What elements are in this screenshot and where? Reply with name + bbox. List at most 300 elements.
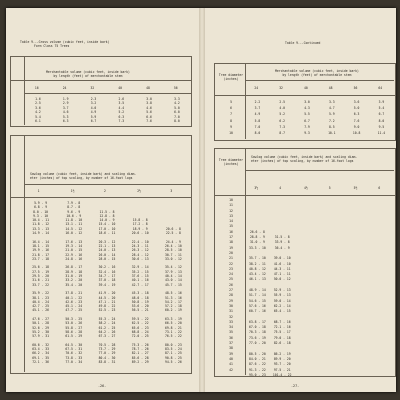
row-label: 6 bbox=[230, 106, 232, 111]
right-top-col-header: 40 bbox=[304, 86, 308, 90]
table-cell: 2.9 bbox=[62, 101, 69, 106]
table-cell: 3.0 bbox=[304, 100, 310, 104]
right-bottom-row-labels-col bbox=[221, 198, 241, 373]
table-cell: 57.9 - 31 bbox=[32, 334, 49, 339]
right-bottom-header: Sawlog volume (cubic feet, inside bark) and scaling diam- eter (inches) of top scaling, by number of 16-foot logs bbox=[251, 155, 358, 163]
table-cell: 28.9 - 18 bbox=[65, 269, 83, 274]
row-label: 27 bbox=[229, 288, 233, 293]
table-cell: 87.6 - 22 bbox=[249, 362, 266, 367]
table-cell: 49.8 - 22 bbox=[98, 304, 116, 309]
table-cell: 82.1 - 27 bbox=[131, 351, 149, 356]
right-page-number: -27- bbox=[291, 384, 300, 388]
table-cell: 7.3 bbox=[118, 119, 125, 124]
table-cell: 4.2 bbox=[174, 101, 180, 106]
table-cell: 59.5 - 22 bbox=[131, 317, 149, 322]
table-cell: 26.4 - 10 bbox=[165, 243, 182, 248]
table-cell: 47.7 - 25 bbox=[65, 308, 83, 313]
table-cell: 6.3 bbox=[353, 112, 360, 117]
table-cell: 2.5 bbox=[35, 101, 41, 106]
table-cell: 11.5 - 8 bbox=[99, 209, 115, 214]
table-cell: 17.6 - 13 bbox=[65, 239, 83, 244]
table-cell: 31.5 - 8 bbox=[274, 235, 290, 240]
table-cell: 58.6 - 28 bbox=[65, 329, 83, 334]
table-cell: 45.7 - 15 bbox=[165, 282, 182, 287]
table-cell: 32.9 - 14 bbox=[131, 265, 149, 270]
table-cell: 5.8 bbox=[254, 118, 261, 123]
table-cell: 50.1 - 28 bbox=[32, 321, 49, 326]
table-cell: 60.6 - 32 bbox=[32, 342, 49, 347]
table-cell: 45.1 - 26 bbox=[32, 308, 49, 313]
table-cell: 60.2 - 19 bbox=[165, 308, 182, 313]
row-label: 29 bbox=[229, 298, 233, 303]
table-cell: 67.0 - 18 bbox=[249, 325, 266, 330]
right-bottom-col-header: 4 bbox=[279, 186, 282, 190]
row-label: 21 bbox=[229, 256, 233, 261]
table-cell: 10.8 bbox=[352, 131, 361, 136]
table-cell: 5.9 bbox=[328, 112, 335, 117]
table-cell: 48.9 - 14 bbox=[249, 288, 266, 293]
table-cell: 64.2 - 26 bbox=[98, 329, 116, 334]
table-cell: 46.1 - 13 bbox=[249, 277, 266, 282]
row-label: 8 bbox=[230, 118, 232, 123]
row-label: 31 bbox=[229, 309, 233, 314]
table-cell: 8.7 - 8 bbox=[67, 205, 81, 210]
row-label: 33 bbox=[229, 319, 233, 324]
right-top-col-values bbox=[369, 99, 394, 136]
table-cell: 39.0 - 10 bbox=[273, 256, 291, 261]
table-cell: 66.2 - 34 bbox=[32, 351, 49, 356]
left-table-title bbox=[20, 41, 109, 49]
table-cell: 27.5 - 19 bbox=[32, 269, 49, 274]
table-cell: 42.7 - 25 bbox=[32, 304, 49, 309]
table-cell: 47.1 - 11 bbox=[273, 272, 291, 277]
table-cell: 11.4 bbox=[377, 131, 386, 136]
table-cell: 31.6 - 21 bbox=[32, 278, 49, 283]
table-cell: 22.9 - 16 bbox=[65, 252, 83, 257]
right-top-row-labels-col bbox=[221, 99, 241, 136]
row-label: 10 bbox=[229, 131, 233, 136]
table-cell: 73.8 - 33 bbox=[65, 355, 83, 360]
table-cell: 48.5 - 16 bbox=[165, 291, 182, 296]
table-cell: 77.0 - 34 bbox=[65, 359, 83, 364]
table-cell: 4.0 bbox=[279, 106, 285, 111]
row-label: 14 bbox=[229, 219, 233, 224]
table-cell: 18.9 - 9 bbox=[132, 226, 148, 231]
table-cell: 42.6 - 23 bbox=[65, 299, 83, 304]
table-cell: 52.6 - 29 bbox=[32, 325, 49, 330]
table-cell: 78.7 - 26 bbox=[131, 347, 149, 352]
table-cell: 30.7 - 11 bbox=[165, 252, 182, 257]
table-cell: 2.6 bbox=[118, 97, 125, 101]
table-cell: 33.3 - 10 bbox=[249, 245, 266, 250]
table-cell: 40.8 - 12 bbox=[249, 266, 266, 271]
table-cell: 65.6 - 23 bbox=[131, 325, 149, 330]
table-cell: 3.7 bbox=[254, 106, 261, 111]
table-cell: 7.6 bbox=[146, 119, 152, 124]
table-cell: 7.2 bbox=[328, 118, 335, 123]
table-cell: 77.0 - 20 bbox=[249, 341, 266, 346]
table-cell: 2.2 bbox=[254, 100, 261, 104]
table-cell: 40.1 - 16 bbox=[131, 278, 149, 283]
table-cell: 72.0 - 25 bbox=[131, 334, 149, 339]
left-top-col-values bbox=[107, 97, 135, 123]
left-top-col-values bbox=[135, 97, 163, 123]
left-bottom-col-values bbox=[90, 201, 123, 364]
table-cell: 101.4 - 22 bbox=[272, 372, 292, 377]
table-cell: 48.0 - 18 bbox=[131, 295, 149, 300]
table-cell: 6.1 bbox=[35, 119, 41, 124]
table-cell: 69.1 - 35 bbox=[32, 355, 49, 360]
table-cell: 6.3 bbox=[118, 114, 125, 119]
table-cell: 4.3 bbox=[304, 106, 310, 111]
row-label: 11 bbox=[229, 203, 233, 208]
table-cell: 5.4 bbox=[378, 106, 385, 111]
table-cell: 83.5 - 24 bbox=[165, 347, 182, 352]
right-top-col-values bbox=[270, 99, 295, 136]
row-label: 10 bbox=[229, 198, 233, 202]
row-label: 22 bbox=[229, 261, 233, 266]
table-cell: 50.0 - 12 bbox=[273, 277, 291, 282]
table-cell: 95.0 - 23 bbox=[249, 372, 266, 377]
table-cell: 26.6 - 8 bbox=[249, 229, 265, 234]
table-cell: 62.2 - 14 bbox=[273, 303, 291, 308]
table-cell: 3.7 bbox=[62, 105, 69, 110]
table-cell: 24.3 - 11 bbox=[131, 243, 149, 248]
table-cell: 9.3 - 10 bbox=[33, 213, 49, 218]
table-cell: 43.0 - 14 bbox=[165, 278, 182, 283]
table-cell: 37.0 - 18 bbox=[98, 278, 116, 283]
table-cell: 64.5 - 30 bbox=[65, 342, 83, 347]
right-top-header: Merchantable volume (cubic feet, inside bark) by length (feet) of merchantable stem bbox=[275, 69, 359, 77]
table-cell: 41.6 - 10 bbox=[273, 261, 291, 266]
table-cell: 47.6 - 27 bbox=[32, 317, 49, 322]
table-cell: 14.9 - 14 bbox=[32, 231, 49, 236]
table-cell: 62.5 - 22 bbox=[131, 321, 149, 326]
table-cell: 5.9 bbox=[90, 114, 97, 119]
table-cell: 14.0 - 9 bbox=[99, 218, 115, 223]
table-cell: 35.2 - 15 bbox=[131, 269, 149, 274]
table-cell: 5.0 bbox=[353, 106, 360, 111]
right-top-col-values bbox=[344, 99, 369, 136]
left-bottom-col-header: 1½ bbox=[70, 189, 75, 193]
table-cell: 28.4 - 12 bbox=[131, 252, 149, 257]
table-cell: 6.3 bbox=[62, 119, 69, 124]
table-cell: 7.0 bbox=[254, 124, 261, 129]
table-cell: 52.9 - 13 bbox=[273, 288, 291, 293]
table-cell: 3.2 bbox=[90, 101, 97, 106]
table-cell: 51.3 - 16 bbox=[165, 295, 182, 300]
table-cell: 1.6 bbox=[35, 97, 41, 101]
table-cell: 6.7 bbox=[90, 119, 97, 124]
table-cell: 58.2 - 24 bbox=[98, 321, 116, 326]
table-cell: 89.2 - 29 bbox=[131, 359, 149, 364]
table-cell: 54.2 - 17 bbox=[165, 299, 182, 304]
table-cell: 16.4 - 14 bbox=[32, 239, 49, 244]
right-top-col-header: 24 bbox=[254, 86, 259, 90]
table-cell: 8.7 bbox=[279, 131, 285, 136]
table-cell: 55.8 - 27 bbox=[65, 325, 83, 330]
table-cell: 14.5 - 12 bbox=[65, 226, 83, 231]
table-cell: 5.4 bbox=[35, 114, 41, 119]
table-cell: 33.0 - 12 bbox=[165, 256, 182, 261]
row-label: 24 bbox=[229, 272, 233, 277]
right-bottom-stub-label: Tree diameter (inches) bbox=[218, 158, 244, 166]
row-label: 17 bbox=[229, 235, 233, 240]
table-cell: 45.1 - 24 bbox=[65, 304, 83, 309]
table-cell: 9.5 bbox=[378, 124, 385, 129]
right-bottom-col-header: 4½ bbox=[304, 186, 308, 190]
row-label: 42 bbox=[229, 367, 233, 372]
table-cell: 33.7 - 22 bbox=[32, 282, 49, 287]
table-cell: 37.6 - 15 bbox=[131, 274, 149, 279]
table-cell: 11.8 - 10 bbox=[65, 218, 83, 223]
table-cell: 5.5 bbox=[304, 112, 310, 117]
table-cell: 26.0 - 14 bbox=[98, 252, 116, 257]
left-bottom-col-values bbox=[57, 201, 90, 364]
left-page-number: -26- bbox=[98, 384, 107, 388]
left-top-col-values bbox=[163, 97, 191, 123]
table-cell: 2.5 bbox=[279, 100, 285, 104]
left-bottom-header: Sawlog volume (cubic feet, inside bark) and scaling diam- eter (inches) of top scaling, by number of 16-foot logs bbox=[30, 172, 137, 180]
table-cell: 3.3 bbox=[328, 100, 335, 104]
left-top-col-values bbox=[80, 97, 108, 123]
table-cell: 76.5 - 22 bbox=[165, 334, 182, 339]
table-cell: 63.8 - 17 bbox=[249, 319, 266, 324]
table-cell: 86.2 - 19 bbox=[273, 351, 291, 356]
table-cell: 90.8 - 25 bbox=[165, 355, 182, 360]
table-cell: 7.6 bbox=[353, 118, 360, 123]
table-cell: 8.0 bbox=[378, 118, 385, 123]
table-cell: 18.6 - 11 bbox=[98, 231, 116, 236]
table-cell: 63.4 - 33 bbox=[32, 347, 49, 352]
table-cell: 70.3 - 18 bbox=[249, 330, 266, 335]
right-top-col-values bbox=[319, 99, 344, 136]
left-bottom-col-values bbox=[24, 201, 57, 364]
table-cell: 4.6 bbox=[62, 110, 69, 115]
table-cell: 4.6 bbox=[146, 105, 152, 110]
left-bottom-col-header: 2½ bbox=[137, 189, 141, 193]
left-bottom-col-header: 3 bbox=[170, 189, 173, 193]
right-top-col-values bbox=[295, 99, 320, 136]
table-cell: 31.0 - 19 bbox=[65, 274, 83, 279]
table-cell: 3.0 bbox=[146, 97, 152, 101]
right-bottom-col-values bbox=[319, 198, 344, 373]
table-cell: 79.0 - 18 bbox=[273, 335, 291, 340]
left-title-line-2: Form Class 75 Trees bbox=[34, 43, 70, 48]
table-cell: 33.2 - 20 bbox=[65, 278, 83, 283]
table-cell: 13.3 - 13 bbox=[32, 226, 49, 231]
table-cell: 53.6 - 20 bbox=[131, 304, 149, 309]
right-table-title: Table 9.--Continued bbox=[285, 41, 321, 45]
table-cell: 77.0 - 29 bbox=[98, 351, 116, 356]
table-cell: 11.8 - 12 bbox=[32, 222, 49, 227]
table-cell: 5.6 bbox=[146, 110, 152, 115]
right-page bbox=[205, 8, 396, 392]
table-cell: 57.6 - 16 bbox=[249, 303, 266, 308]
row-label: 20 bbox=[229, 250, 233, 255]
table-cell: 82.6 - 18 bbox=[273, 341, 291, 346]
table-cell: 50.8 - 19 bbox=[131, 299, 149, 304]
table-cell: 24.4 - 9 bbox=[165, 239, 181, 244]
table-cell: 31.0 - 9 bbox=[249, 240, 265, 245]
table-cell: 80.5 - 20 bbox=[249, 351, 266, 356]
table-cell: 28.5 - 10 bbox=[165, 248, 182, 253]
right-top-stub-label: Tree diameter (inches) bbox=[218, 73, 244, 81]
table-cell: 3.5 bbox=[118, 101, 125, 106]
table-cell: 4.7 bbox=[328, 106, 335, 111]
row-label: 40 bbox=[229, 356, 233, 361]
table-cell: 12.8 - 8 bbox=[99, 213, 115, 218]
table-cell: 60.7 - 16 bbox=[249, 309, 266, 314]
table-cell: 15.4 - 10 bbox=[98, 222, 116, 227]
table-cell: 34.7 - 17 bbox=[98, 274, 116, 279]
table-cell: 83.8 - 31 bbox=[98, 359, 116, 364]
table-cell: 15.8 - 8 bbox=[132, 218, 148, 223]
right-bottom-col-header: 3½ bbox=[254, 186, 259, 190]
table-cell: 5.2 bbox=[118, 110, 125, 115]
table-cell: 51.7 - 14 bbox=[249, 293, 266, 298]
table-cell: 6.6 bbox=[146, 114, 152, 119]
left-top-col-header: 56 bbox=[173, 86, 178, 90]
table-cell: 4.9 bbox=[254, 112, 261, 117]
right-bottom-col-values bbox=[245, 198, 270, 378]
table-cell: 73.1 - 22 bbox=[165, 329, 182, 334]
row-label: 26 bbox=[229, 282, 233, 287]
row-label: 13 bbox=[229, 213, 233, 218]
table-cell: 69.8 - 21 bbox=[165, 325, 182, 330]
table-cell: 44.5 - 20 bbox=[98, 295, 116, 300]
table-cell: 75.3 - 26 bbox=[131, 342, 149, 347]
table-cell: 40.4 - 24 bbox=[32, 299, 49, 304]
table-cell: 87.1 - 25 bbox=[165, 351, 182, 356]
table-cell: 6.0 bbox=[174, 110, 180, 115]
table-cell: 44.3 - 11 bbox=[273, 266, 291, 271]
table-cell: 59.0 - 14 bbox=[273, 298, 291, 303]
table-cell: 43.4 - 12 bbox=[249, 272, 266, 277]
table-cell: 67.5 - 31 bbox=[65, 347, 83, 352]
table-cell: 37.9 - 13 bbox=[165, 269, 182, 274]
table-cell: 50.3 - 25 bbox=[65, 317, 83, 322]
row-label: 16 bbox=[229, 229, 233, 234]
table-cell: 7.0 bbox=[174, 114, 180, 119]
table-cell: 21.8 - 17 bbox=[32, 252, 49, 257]
table-cell: 4.9 bbox=[90, 110, 97, 115]
left-bottom-col-values bbox=[124, 201, 157, 364]
table-cell: 70.5 - 28 bbox=[98, 342, 116, 347]
table-cell: 45.3 - 18 bbox=[131, 291, 149, 296]
table-cell: 8.0 bbox=[174, 119, 180, 124]
table-cell: 9.0 bbox=[353, 124, 360, 129]
table-cell: 52.5 - 23 bbox=[98, 308, 116, 313]
row-label: 38 bbox=[229, 346, 233, 351]
right-top-col-values bbox=[245, 99, 270, 136]
left-bottom-col-header: 1 bbox=[37, 189, 40, 193]
table-cell: 33.9 - 8 bbox=[274, 240, 290, 245]
row-label: 41 bbox=[229, 362, 233, 367]
table-cell: 5.3 bbox=[62, 114, 69, 119]
table-cell: 22.5 - 8 bbox=[165, 231, 181, 236]
table-cell: 26.8 - 17 bbox=[65, 265, 83, 270]
table-cell: 91.3 - 22 bbox=[249, 367, 266, 372]
table-cell: 10.4 - 11 bbox=[32, 218, 49, 223]
table-cell: 53.0 - 26 bbox=[65, 321, 83, 326]
table-cell: 7.3 bbox=[279, 124, 285, 129]
left-bottom-col-header: 2 bbox=[104, 189, 106, 193]
row-label: 28 bbox=[229, 293, 233, 298]
row-label: 15 bbox=[229, 224, 233, 229]
table-cell: 1.9 bbox=[62, 97, 69, 101]
table-cell: 6.7 bbox=[304, 118, 310, 123]
right-bottom-col-values bbox=[344, 198, 369, 373]
table-cell: 4.4 bbox=[118, 105, 125, 110]
table-cell: 70.6 - 32 bbox=[65, 351, 83, 356]
row-label: 7 bbox=[230, 112, 232, 117]
table-cell: 20.6 - 8 bbox=[165, 226, 181, 231]
table-cell: 22.1 - 13 bbox=[98, 243, 116, 248]
table-cell: 54.6 - 15 bbox=[249, 298, 266, 303]
table-cell: 26.3 - 12 bbox=[131, 248, 149, 253]
right-bottom-col-header: 6 bbox=[378, 186, 381, 190]
table-cell: 56.5 - 21 bbox=[131, 308, 149, 313]
left-top-col-values bbox=[24, 97, 52, 123]
table-cell: 3.8 bbox=[146, 101, 152, 106]
table-cell: 4.2 bbox=[35, 110, 41, 115]
table-cell: 24.8 - 16 bbox=[65, 256, 83, 261]
table-cell: 8.0 - 10 bbox=[33, 209, 49, 214]
right-bottom-col-header: 5 bbox=[328, 186, 331, 190]
table-cell: 13.1 - 11 bbox=[65, 222, 83, 227]
table-cell: 4.0 bbox=[90, 105, 97, 110]
table-cell: 17.0 - 10 bbox=[98, 226, 116, 231]
left-top-col-header: 16 bbox=[34, 86, 39, 90]
table-cell: 10.6 - 9 bbox=[66, 213, 82, 218]
table-cell: 80.0 - 23 bbox=[165, 342, 182, 347]
table-cell: 80.4 - 30 bbox=[98, 355, 116, 360]
table-cell: 35.4 - 12 bbox=[165, 265, 182, 270]
table-cell: 19.9 - 16 bbox=[32, 248, 49, 253]
table-cell: 73.6 - 19 bbox=[249, 335, 266, 340]
table-cell: 47.1 - 21 bbox=[98, 299, 116, 304]
row-label: 23 bbox=[229, 266, 233, 271]
table-cell: 19.3 - 14 bbox=[65, 243, 83, 248]
table-cell: 24.0 - 13 bbox=[98, 248, 116, 253]
table-cell: 72.1 - 16 bbox=[273, 325, 291, 330]
table-cell: 8.0 bbox=[254, 131, 261, 136]
table-cell: 84.0 - 21 bbox=[249, 356, 266, 361]
row-label: 39 bbox=[229, 351, 233, 356]
table-cell: 63.3 - 19 bbox=[165, 317, 182, 322]
table-cell: 55.9 - 13 bbox=[273, 293, 291, 298]
table-cell: 3.9 bbox=[378, 100, 385, 104]
right-bottom-col-values bbox=[369, 198, 394, 373]
left-top-col-header: 24 bbox=[62, 86, 67, 90]
table-cell: 89.9 - 20 bbox=[273, 356, 291, 361]
table-cell: 3.6 bbox=[353, 100, 360, 104]
table-cell: 42.7 - 17 bbox=[131, 282, 149, 287]
table-cell: 36.4 - 9 bbox=[274, 245, 290, 250]
left-top-header: Merchantable volume (cubic feet, inside bark) by length (feet) of merchantable stem bbox=[46, 70, 130, 78]
right-top-col-header: 32 bbox=[279, 86, 283, 90]
left-top-col-header: 40 bbox=[118, 86, 123, 90]
book-spread bbox=[6, 8, 396, 392]
table-cell: 6.7 bbox=[378, 112, 385, 117]
table-cell bbox=[369, 368, 394, 373]
table-cell: 94.5 - 26 bbox=[165, 359, 182, 364]
right-bottom-col-values bbox=[295, 198, 320, 373]
row-label: 35 bbox=[229, 330, 233, 335]
row-label: 5 bbox=[230, 100, 232, 104]
right-top-col-header: 48 bbox=[328, 86, 333, 90]
